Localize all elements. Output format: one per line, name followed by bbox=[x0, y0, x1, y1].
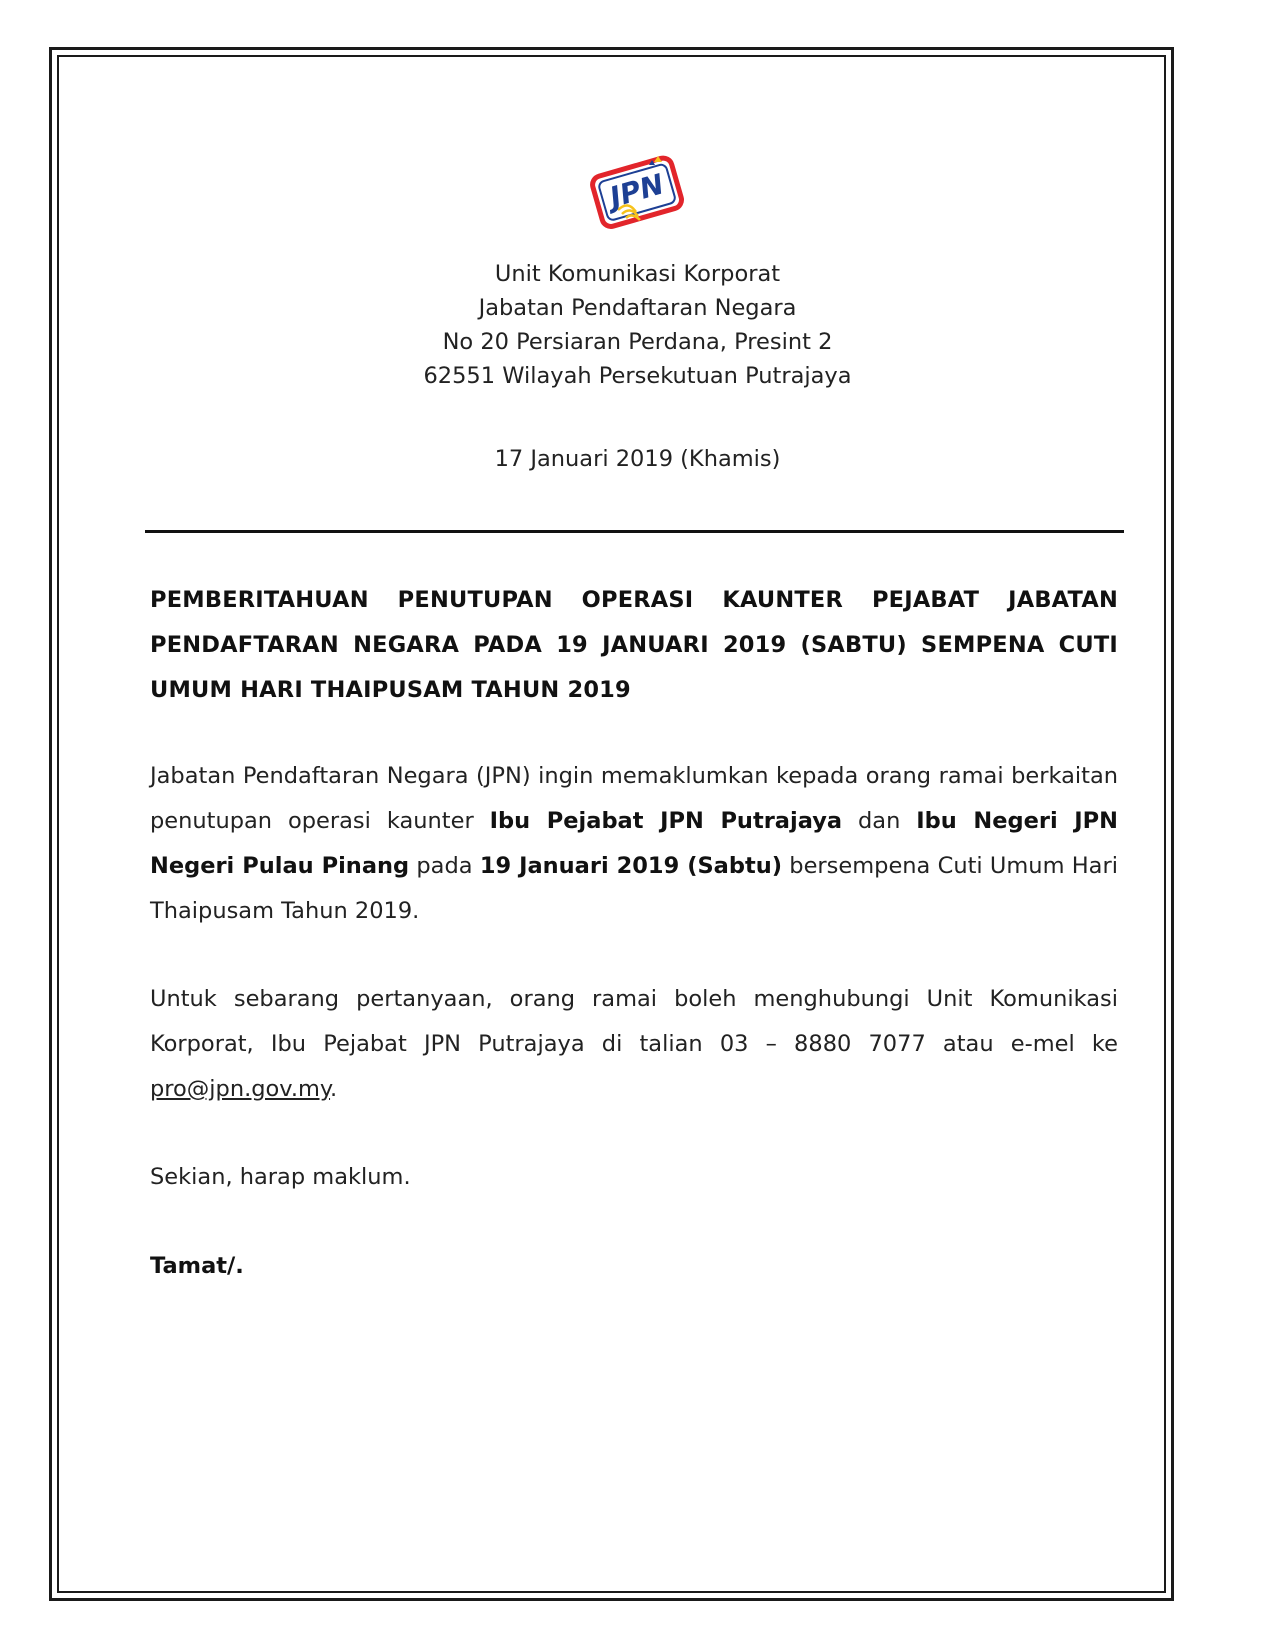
paragraph1-text: dan bbox=[842, 808, 917, 834]
address-line-4: 62551 Wilayah Persekutuan Putrajaya bbox=[423, 363, 852, 389]
paragraph1-text: Jabatan Pendaftaran Negara (JPN) ingin memaklumkan kepada orang ramai berkaitan penutupan operasi kaunter bbox=[150, 763, 1118, 834]
paragraph1-text: bersempena Cuti Umum Hari Thaipusam Tahun 2019. bbox=[150, 853, 1118, 924]
address-line-3: No 20 Persiaran Perdana, Presint 2 bbox=[442, 329, 833, 355]
horizontal-divider bbox=[145, 530, 1124, 533]
address-line-1: Unit Komunikasi Korporat bbox=[494, 261, 781, 287]
jpn-logo bbox=[588, 152, 688, 232]
logo-text: JPN bbox=[606, 167, 668, 215]
closing-line: Sekian, harap maklum. bbox=[150, 1164, 411, 1190]
paragraph1-text: pada bbox=[409, 853, 480, 879]
email-link[interactable]: pro@jpn.gov.my bbox=[150, 1076, 331, 1102]
office-putrajaya: Ibu Pejabat JPN Putrajaya bbox=[489, 808, 843, 834]
sender-address bbox=[240, 257, 1035, 393]
paragraph2-end: . bbox=[330, 1076, 338, 1102]
closure-date: 19 Januari 2019 (Sabtu) bbox=[479, 853, 783, 879]
address-line-2: Jabatan Pendaftaran Negara bbox=[478, 295, 797, 321]
office-pulau-pinang: Ibu Negeri JPN Negeri Pulau Pinang bbox=[150, 808, 1118, 879]
body-paragraph-2 bbox=[150, 977, 1118, 1112]
paragraph2-text: Untuk sebarang pertanyaan, orang ramai boleh menghubungi Unit Komunikasi Korporat, Ibu Pejabat JPN Putrajaya di talian 03 – 8880 7077 atau e-mel ke bbox=[150, 986, 1118, 1057]
notice-heading: PEMBERITAHUAN PENUTUPAN OPERASI KAUNTER PEJABAT JABATAN PENDAFTARAN NEGARA PADA 19 JANUARI 2019 (SABTU) SEMPENA CUTI UMUM HARI THAIPUSAM TAHUN 2019 bbox=[150, 587, 1118, 703]
body-paragraph-1 bbox=[150, 754, 1118, 934]
document-date: 17 Januari 2019 (Khamis) bbox=[494, 446, 781, 472]
end-mark: Tamat/. bbox=[150, 1253, 244, 1279]
